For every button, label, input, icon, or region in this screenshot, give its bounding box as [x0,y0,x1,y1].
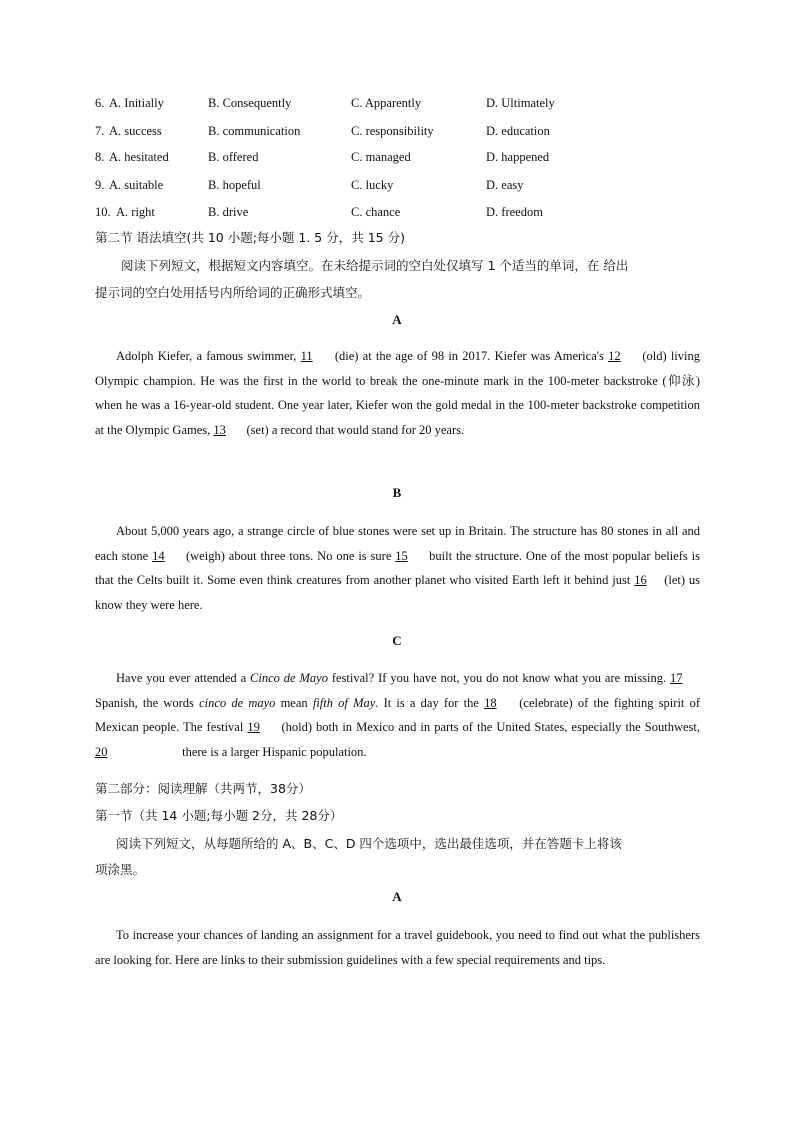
option-row-8 [95,147,715,167]
option-b: B. communication [208,124,301,138]
option-d: D. Ultimately [486,96,555,110]
festival-name: Cinco de Mayo [250,671,328,685]
blank-14: 14 [152,548,165,563]
option-row-9 [95,175,715,195]
blank-20: 20 [95,744,108,759]
part-instruction-continued: 项涂黑。 [95,862,146,877]
option-a: A. hesitated [109,150,169,164]
passage-letter-a: A [392,312,402,327]
question-number: 8. [95,150,105,164]
option-c: C. responsibility [351,124,434,138]
option-row-10 [95,202,715,222]
option-a: A. success [109,124,162,138]
option-b: B. Consequently [208,96,292,110]
reading-passage-a-text: To increase your chances of landing an assignment for a travel guidebook, you need to find out what the publishers are looking for. Here are links to their submission guidelines with a few special requirements and tips. [95,928,700,967]
option-c: C. lucky [351,178,394,192]
option-a: A. suitable [109,178,164,192]
option-a: A. right [116,205,155,219]
option-d: D. easy [486,178,524,192]
blank-12: 12 [608,349,621,363]
option-b: B. hopeful [208,178,261,192]
option-c: C. Apparently [351,96,422,110]
spanish-words: cinco de mayo [199,695,276,710]
passage-letter-c: C [392,633,402,648]
reading-passage-letter-a: A [392,889,402,904]
option-b: B. offered [208,150,259,164]
option-row-7 [95,121,715,141]
question-number: 10. [95,205,111,219]
option-a: A. Initially [109,96,164,110]
section-heading: 第二节 语法填空(共 10 小题;每小题 1. 5 分，共 15 分) [95,230,405,245]
passage-letter-b: B [392,485,402,500]
part-heading: 第二部分：阅读理解（共两节，38分） [95,781,311,796]
question-number: 7. [95,124,105,138]
blank-19: 19 [247,720,260,734]
option-d: D. education [486,124,550,138]
question-number: 9. [95,178,105,192]
blank-13: 13 [213,422,226,437]
question-number: 6. [95,96,105,110]
passage-a-text: Adolph Kiefer, a famous swimmer, 11 (die) at the age of 98 in 2017. Kiefer was America's 12 (old) living Olympic champion. He was the first in the world to break the one-minute mark in the 100-meter backstroke (仰泳) when he was a 16-year-old student. One year later, Kiefer won the gold medal in the 100-meter backstroke competition at the Olympic Games, 13 (set) a record that would stand for 20 years. [95,344,700,442]
blank-15: 15 [395,548,408,563]
translation: fifth of May [312,695,376,710]
blank-18: 18 [484,695,497,710]
blank-16: 16 [634,573,647,587]
part-subheading: 第一节（共 14 小题;每小题 2分，共 28分） [95,808,343,823]
blank-11: 11 [300,349,313,363]
passage-b-text: About 5,000 years ago, a strange circle of blue stones were set up in Britain. The structure has 80 stones in all and each stone 14 (weigh) about three tons. No one is sure 15 built the structure. One of the most popular beliefs is that the Celts built it. Some even think creatures from another planet who visited Earth left it behind just 16 (let) us know they were here. [95,524,700,612]
option-b: B. drive [208,205,249,219]
option-c: C. chance [351,205,401,219]
option-row-6 [95,93,715,113]
option-d: D. happened [486,150,550,164]
option-c: C. managed [351,150,411,164]
option-d: D. freedom [486,205,543,219]
blank-17: 17 [670,671,683,685]
passage-c-text: Have you ever attended a Cinco de Mayo festival? If you have not, you do not know what you are missing. 17 Spanish, the words cinco de mayo mean fifth of May. It is a day for the 18 (celebrate) of the fighting spirit of Mexican people. The festival 19 (hold) both in Mexico and in parts of the United States, especially the Southwest, 20 there is a larger Hispanic population. [95,666,700,764]
section-instruction-continued: 提示词的空白处用括号内所给词的正确形式填空。 [95,285,371,300]
section-instruction: 阅读下列短文，根据短文内容填空。在未给提示词的空白处仅填写 1 个适当的单词，在 给出 [121,258,629,273]
part-instruction: 阅读下列短文，从每题所给的 A、B、C、D 四个选项中，选出最佳选项，并在答题卡上将该 [116,836,622,851]
